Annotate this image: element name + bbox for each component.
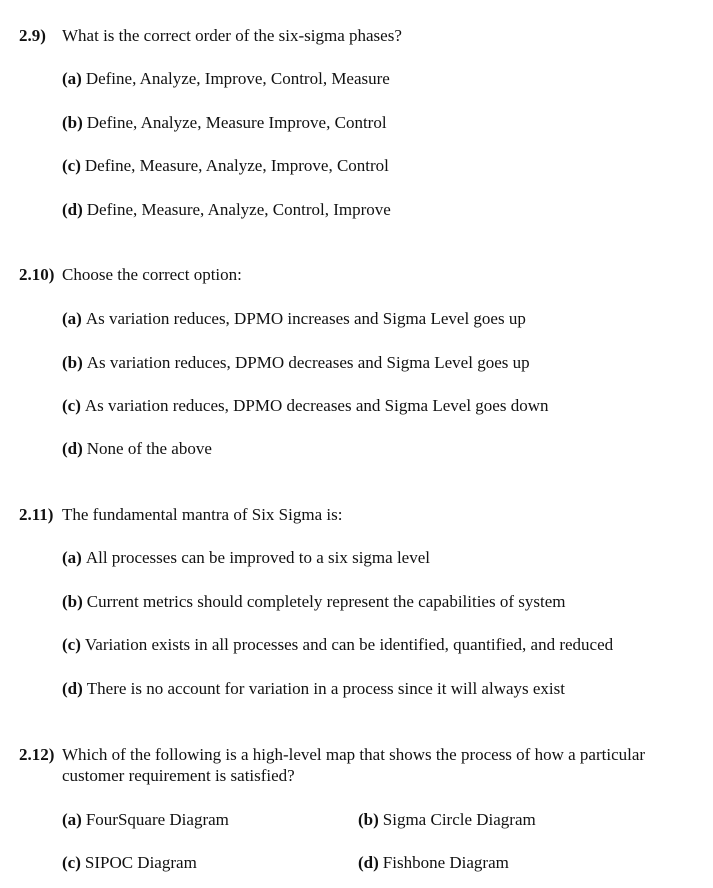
- question-number: 2.10): [19, 265, 55, 284]
- option-c: [62, 852, 197, 873]
- question-stem: [19, 264, 699, 285]
- option-d: [62, 678, 565, 699]
- option-a: [62, 308, 526, 329]
- option-d: [62, 438, 212, 459]
- option-text: Define, Measure, Analyze, Improve, Control: [84, 156, 389, 175]
- option-c: [62, 634, 613, 655]
- option-text: As variation reduces, DPMO increases and Sigma Level goes up: [85, 309, 526, 328]
- question-number: 2.9): [19, 26, 46, 45]
- option-text: Sigma Circle Diagram: [382, 810, 536, 829]
- option-label: (a): [62, 810, 82, 829]
- option-label: (b): [62, 592, 83, 611]
- option-b: [358, 809, 536, 830]
- option-text: Define, Analyze, Measure Improve, Control: [86, 113, 387, 132]
- option-label: (b): [62, 353, 83, 372]
- option-text: SIPOC Diagram: [84, 853, 197, 872]
- option-label: (a): [62, 548, 82, 567]
- question-number: 2.12): [19, 745, 55, 764]
- question-stem: [19, 504, 699, 525]
- option-label: (d): [62, 679, 83, 698]
- question-text: The fundamental mantra of Six Sigma is:: [62, 505, 343, 524]
- option-text: Define, Measure, Analyze, Control, Improve: [86, 200, 391, 219]
- question-text: Which of the following is a high-level map that shows the process of how a particular customer requirement is satisfied?: [62, 745, 646, 785]
- option-text: Current metrics should completely represent the capabilities of system: [86, 592, 566, 611]
- option-label: (c): [62, 635, 81, 654]
- option-text: There is no account for variation in a process since it will always exist: [86, 679, 565, 698]
- option-d: [358, 852, 509, 873]
- option-c: [62, 395, 548, 416]
- option-label: (c): [62, 156, 81, 175]
- option-label: (d): [62, 200, 83, 219]
- option-label: (d): [62, 439, 83, 458]
- option-text: As variation reduces, DPMO decreases and Sigma Level goes down: [84, 396, 549, 415]
- option-text: All processes can be improved to a six sigma level: [85, 548, 430, 567]
- question-2-10: [19, 264, 699, 285]
- option-label: (a): [62, 309, 82, 328]
- option-label: (b): [62, 113, 83, 132]
- question-number: 2.11): [19, 505, 54, 524]
- question-2-9: [19, 25, 699, 46]
- option-b: [62, 112, 387, 133]
- option-b: [62, 352, 530, 373]
- option-d: [62, 199, 391, 220]
- option-text: Define, Analyze, Improve, Control, Measure: [85, 69, 390, 88]
- option-b: [62, 591, 565, 612]
- option-text: None of the above: [86, 439, 212, 458]
- question-2-11: [19, 504, 699, 525]
- question-text: What is the correct order of the six-sigma phases?: [62, 26, 402, 45]
- option-text: FourSquare Diagram: [85, 810, 229, 829]
- option-a: [62, 547, 430, 568]
- option-a: [62, 809, 229, 830]
- option-label: (b): [358, 810, 379, 829]
- option-text: As variation reduces, DPMO decreases and Sigma Level goes up: [86, 353, 530, 372]
- option-c: [62, 155, 389, 176]
- option-label: (c): [62, 396, 81, 415]
- option-a: [62, 68, 390, 89]
- option-text: Variation exists in all processes and can be identified, quantified, and reduced: [84, 635, 614, 654]
- option-label: (a): [62, 69, 82, 88]
- question-stem: [19, 744, 649, 786]
- question-2-12: [19, 744, 649, 786]
- option-label: (c): [62, 853, 81, 872]
- option-text: Fishbone Diagram: [382, 853, 509, 872]
- question-stem: [19, 25, 699, 46]
- question-text: Choose the correct option:: [62, 265, 242, 284]
- option-label: (d): [358, 853, 379, 872]
